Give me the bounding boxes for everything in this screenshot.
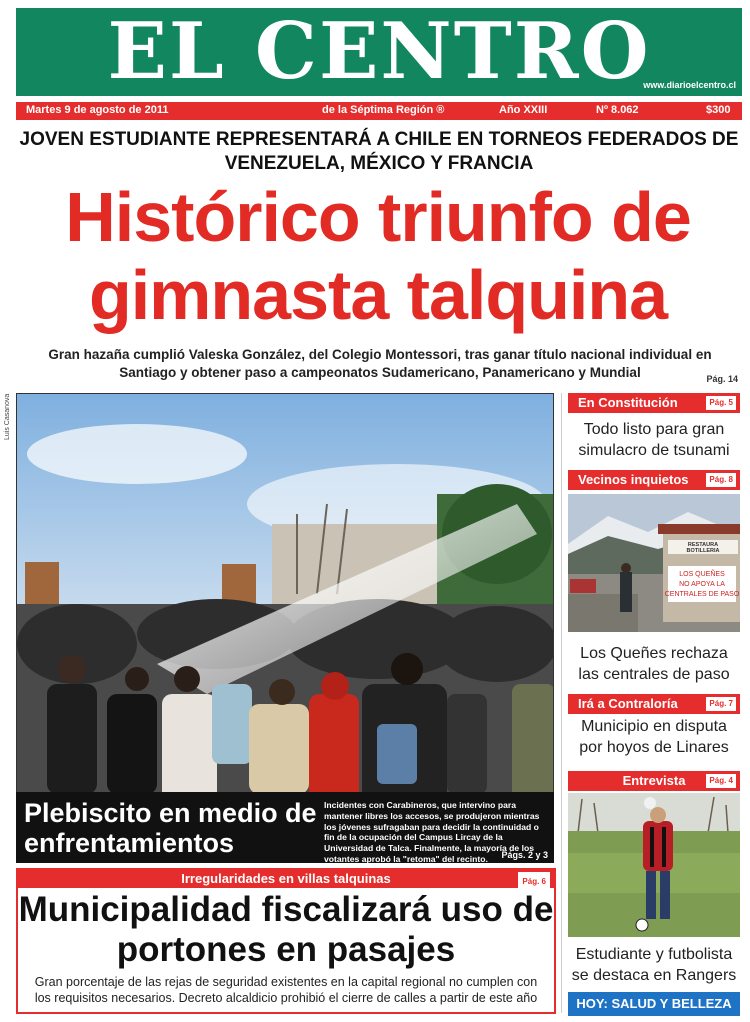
column-divider: [561, 393, 562, 1013]
sidebar-text-constitucion: Todo listo para gran simulacro de tsunami: [578, 421, 730, 459]
municipalidad-story[interactable]: [16, 868, 556, 1014]
sidebar-story-vecinos[interactable]: [568, 470, 740, 685]
municipalidad-band: [18, 870, 554, 888]
sidebar-band-label: Entrevista: [622, 773, 686, 788]
newspaper-title: EL CENTRO: [107, 6, 651, 97]
sidebar-page-ref: Pág. 4: [706, 774, 736, 788]
health-section-badge[interactable]: HOY: SALUD Y BELLEZA: [568, 992, 740, 1016]
sidebar-photo-queñes: [568, 494, 740, 637]
headline-deck: Gran hazaña cumplió Valeska González, del Colegio Montessori, tras ganar título nacional individual en Santiago y obtener paso a campeonatos Sudamericano, Panamericano y Mundial: [48, 347, 712, 380]
municipalidad-band-label: Irregularidades en villas talquinas: [181, 871, 391, 886]
issue-year: Año XXIII: [499, 104, 548, 116]
sidebar-story-constitucion[interactable]: [568, 393, 740, 461]
sidebar-photo-footballer: [568, 793, 740, 942]
municipalidad-text: Gran porcentaje de las rejas de seguridad existentes en la capital regional no cumplen con los requisitos necesarios. Decreto alcaldicio prohibió el cierre de calles a partir de este año: [34, 975, 538, 1005]
plebiscito-page-ref: Págs. 2 y 3: [501, 850, 548, 860]
main-headline[interactable]: Histórico triunfo de gimnasta talquina: [65, 178, 691, 334]
dateline-bar: [16, 102, 742, 120]
photo-credit: Luis Casanova: [4, 393, 11, 440]
region-label: de la Séptima Región ®: [322, 104, 445, 116]
sidebar-band-label: Vecinos inquietos: [578, 472, 689, 487]
sidebar-band-label: En Constitución: [578, 395, 678, 410]
sidebar-band-contraloria: [568, 694, 740, 714]
municipalidad-title: Municipalidad fiscalizará uso de portones en pasajes: [18, 890, 554, 969]
issue-price: $300: [706, 104, 731, 116]
municipalidad-page-ref: Pág. 6: [518, 872, 550, 892]
issue-number: Nº 8.062: [596, 104, 639, 116]
sidebar-page-ref: Pág. 8: [706, 473, 736, 487]
protest-sign-line3: CENTRALES DE PASO: [664, 591, 740, 598]
sidebar-band-constitucion: [568, 393, 740, 413]
issue-date: Martes 9 de agosto de 2011: [26, 104, 169, 116]
footballer-photo-illustration: [568, 793, 740, 937]
plebiscito-title: Plebiscito en medio de enfrentamientos: [24, 798, 317, 858]
headline-kicker: JOVEN ESTUDIANTE REPRESENTARÁ A CHILE EN TORNEOS FEDERADOS DE VENEZUELA, MÉXICO Y FRANCIA: [19, 129, 739, 174]
deck-page-ref: Pág. 14: [706, 374, 738, 384]
village-photo-illustration: [568, 494, 740, 632]
plebiscito-text: Incidentes con Carabineros, que intervino para mantener libres los accesos, se produjeron mientras los jóvenes sufragaban para decidir la continuidad o fin de la ocupación del Campus Lircay de la Universidad de Talca. Finalmente, la mayoría de los votantes aprobó la "retoma" del recinto.: [324, 800, 540, 864]
sidebar-text-entrevista: Estudiante y futbolista se destaca en Rangers: [571, 946, 737, 984]
sidebar-story-contraloria[interactable]: [568, 694, 740, 758]
sidebar-band-label: Irá a Contraloría: [578, 696, 678, 711]
sidebar-text-vecinos: Los Queñes rechaza las centrales de paso: [578, 645, 730, 683]
plebiscito-story[interactable]: [16, 792, 554, 863]
masthead: [16, 8, 742, 96]
sidebar-band-entrevista: [568, 771, 740, 791]
sign-top-line1: RESTAURA: [687, 542, 719, 548]
sidebar-page-ref: Pág. 5: [706, 396, 736, 410]
protest-sign-line1: LOS QUEÑES: [679, 571, 725, 578]
sidebar-story-entrevista[interactable]: [568, 771, 740, 986]
sidebar-page-ref: Pág. 7: [706, 697, 736, 711]
website-url[interactable]: www.diarioelcentro.cl: [643, 80, 736, 90]
protest-sign-line2: NO APOYA LA: [679, 581, 725, 588]
sign-top-line2: BOTILLERIA: [686, 548, 720, 554]
sidebar-text-contraloria: Municipio en disputa por hoyos de Linares: [579, 718, 729, 756]
sidebar-band-vecinos: [568, 470, 740, 490]
